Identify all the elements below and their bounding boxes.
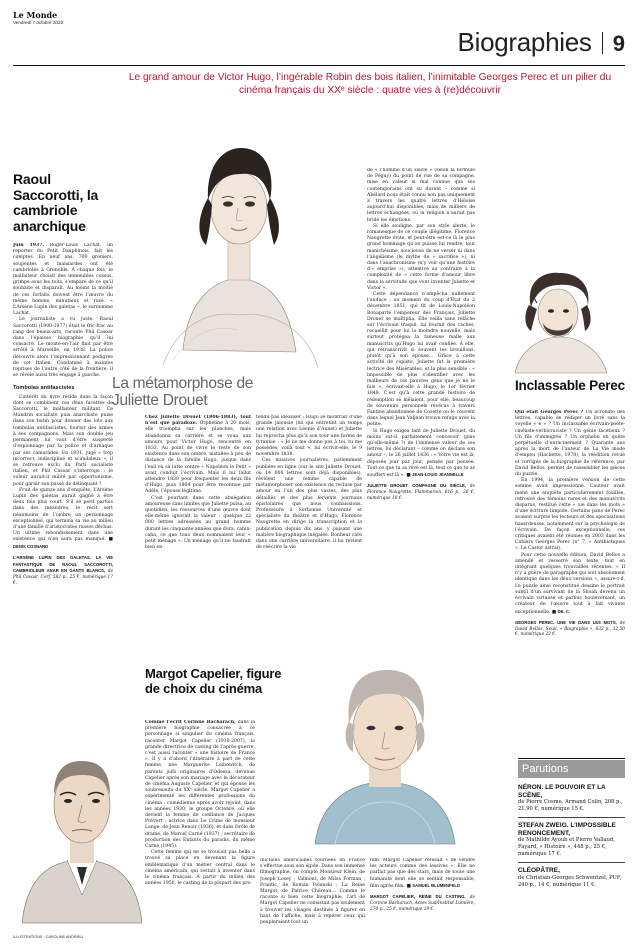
parutions-item: CLÉOPÂTRE, de Christian-Georges Schwentzel, PUF, 240 p., 14 €, numérique 11 €. <box>518 867 622 888</box>
saccorotti-headline: Raoul Saccorotti, la cambriole anarchique <box>13 171 99 234</box>
raoul-saccorotti-portrait <box>22 735 142 925</box>
section-divider <box>602 32 603 54</box>
section-title: Biographies <box>457 27 592 57</box>
capelier-body-col1: Comme l’écrit Corinne Bacharach, dans la première biographie consacrée à ce personnage si singulier du cinéma français, raconter Margot Capelier (1910-2007), la grande directrice de casting de l’après-guerre, c’est aussi raconter « une histoire de France ». Il y a d’abord l’itinéraire à part de cette femme, née Marguerite Leibowitch, de parents juifs originaires d’Odessa, devenue Capelier après son mariage avec le décorateur de cinéma Auguste Capelier, et qui épouse les soubresauts du XXᵉ siècle. Margot Capelier a expérimenté les différentes professions du cinéma : comédienne après avoir rejoint, dans les années 1930, le groupe Octobre, où elle devient la femme de confiance de Jacques Prévert ; actrice dans Le Crime de monsieur Lange, de Jean Renoir (1936), et dans Drôle de drame, de Marcel Carné (1937) ; secrétaire de production des Enfants du paradis, du même Carné (1945). Cette femme qui ne se trouvait pas belle a trouvé sa place en devenant la figure emblématique d’un métier central dans le cinéma américain, qui restait à inventer dans le cinéma français. À partir du milieu des années 1950, le casting de la plupart des pro- <box>145 720 255 887</box>
drouet-book-ref: JULIETTE DROUET. COMPAGNE DU SIÈCLE, de Florence Naugrette, Flammarion, 616 p., 26 €, numérique 18 €. <box>367 483 475 501</box>
parutions-box <box>518 760 625 940</box>
capelier-headline: Margot Capelier, figure de choix du cinéma <box>145 666 282 696</box>
page-deck: Le grand amour de Victor Hugo, l’ingérable Robin des bois italien, l’inimitable Georges Perec et un pilier du cinéma français du XXᵉ siècle : quatre vies à (re)découvrir <box>128 72 612 96</box>
saccorotti-body: Juin 1937. Roger-Louis Lachat, un reporter du Petit Dauphinois, fait les comptes. En neuf ans, 700 greniers, soupentes et mansardes ont été cambriolés à Grenoble. À chaque fois, le malfaiteur choisit des immeubles cossus, grimpe sous les toits, s’empare de ce qu’il souhaite et disparaît. Au moins la moitié de ces forfaits doivent être l’œuvre du même homme, minutieux et rusé. « L’Arsène Lupin des galetas », le surnomme Lachat. Le journaliste a vu juste. Raoul Saccorotti (1900-1977) était le fric-frac au rang des beaux-arts, raconte Phil Casoar dans l’épaisse biographie qu’il lui consacre. Le monte-en-l’air finit par être arrêté à Marseille, en 1938. La police découvre alors l’impressionnant pedigree de cet Italien. Condamné à maintes reprises de l’autre côté de la frontière, il se révèle aussi très engagé à gauche. Tombolas antifascistes L’intérêt du livre réside dans la façon dont se combinent ces deux facettes de Saccorotti, le malfaiteur militant. Ce Mandrin socialiste puis anarchiste puise dans son butin pour donner des lots aux tombolas antifascistes, fournir des armes à ses compagnons. Mais son double jeu permanent lui vaut d’être suspecté d’espionnage par la police et d’arnaque par ses camarades. En 1931, jugé « trop incorrect, indiscipliné et scandaleux », il se retrouve exclu du Parti socialiste italien, et Phil Casoar s’interroge : le voleur aurait-il milité par opportunisme, pour garnir son passé de délinquant ? Fruit de quinze ans d’enquête, L’Arsène Lupin des galetas aurait gagné à être deux fois plus court. S’il se perd parfois dans des méandres, le récit sert néanmoins de l’ombre un personnage exceptionnel, qui termina sa vie au milieu d’une famille d’aristocrates russes déchus. Un ultime rebondissement dans une existence qui n’en aura pas manqué. ■ DENIS COSNARD L’ARSÈNE LUPIN DES GALETAS. LA VIE FANTASTIQUE DE RAOUL SACCOROTTI, CAMBRIOLEUR ANAR EN GANTS BLANCS, de Phil Casoar, Cerf, 582 p., 25 €, numérique 17 €. <box>13 243 113 586</box>
perec-body: Qui était Georges Perec ? Un acrobate des lettres, capable de rédiger un livre sans la voyelle « e » ? Un inclassable écrivain-poète-cinéaste-verbicruciste ? Un génie facétieux ? Un fils d’immigrés ? Un orphelin en quête perpétuelle d’enracinement ? Quarante ans après la mort de l’auteur de La Vie mode d’emploi (Hachette, 1978), la réédition revue et corrigée de la biographie de référence, par David Bellos, permet de rassembler les pièces du puzzle. En 1994, la première version de cette somme avait impressionné. L’auteur avait mené une enquête particulièrement fouillée, retrouvé des témoins rares et des manuscrits disparus, restitué cette « vie dans les mots » d’une écriture limpide. Certains pans de Perec avaient surpris les lecteurs et des spéculations hasardeuses, notamment sur la psychologie de l’écrivain. De façon exceptionnelle, ces critiques avaient été réunies en 2003 dans les Cahiers Georges Perec (n° 7, « Antibiotiques », Le Castor astral). Pour cette nouvelle édition, David Bellos a amendé et resserré son texte, tout en intégrant quelques trouvailles récentes. « Il n’y a guère de paragraphe qui soit absolument identique dans les deux versions », assure-t-il. Le puzzle ainsi reconstitué dessine le portrait subtil d’un survivant de la Shoah devenu un écrivain virtuose et parfois bouleversant, un créateur de l’œuvre tout à fait vivante exceptionnelle. ■ DE. C. GEORGES PEREC. UNE VIE DANS LES MOTS, de David Bellos, Seuil, « Biographie », 832 p., 32,50 €, numérique 22 €. <box>515 410 625 638</box>
top-rule <box>13 65 625 66</box>
drouet-body-col2: tendu pas idéaliser : Hugo se montrait d’une grande jalousie (lui qui entretint un temps une relation avec Léonie d’Aunet) et Juliette lui reprocha plus qu’à son tour une forme de tyrannie : « Je ne me donne pas à toi, tu me possèdes, voilà tout », lui écrivit-elle, le 9 novembre 1838. Ces missives journalières, patiemment publiées en ligne (sur le site Juliette Drouet, où 14 000 lettres sont déjà disponibles), révèlent une femme capable de métamorphoser son existence de recluse par amour en l’un des plus vastes, des plus détaillés et des plus fervents journaux épistolaires que nous connaissions. Professeure à Sorbonne Université et spécialiste du théâtre et d’Hugo, Florence Naugrette en dirige la transcription et la publication depuis dix ans, y puisant une matière biographique inégalée. Bonheur rare dans une carrière universitaire, il lui revient de réécrire la vie <box>256 415 362 551</box>
illustration-credit: ILLUSTRATIONS : CAROLINE ANDRIEU <box>13 935 83 939</box>
issue-date: Vendredi 7 octobre 2022 <box>13 20 64 25</box>
perec-headline: Inclassable Perec <box>515 378 625 393</box>
parutions-item: STEFAN ZWEIG. L’IMPOSSIBLE RENONCEMENT, de Mathilde Ayoub et Pierre Vallaud, Fayard, « Histoire », 448 p., 25 €, numérique 17 €. <box>518 822 625 863</box>
drouet-body-col1: Chez Juliette Drouet (1806-1883), tout n’est que paradoxe. Orpheline à 20 mois, elle triompha sur les planches, mais abandonna sa carrière et se voua aux amours pour Victor Hugo, rencontré en 1833. Au point de vivre le reste de son existence dans son ombre, installée à peu de distance de la famille Hugo, jusque dans l’exil où sa lutte contre « Napoléon le Petit » avait conduit l’écrivain. Mais il lui fallut attendre 1839 pour fréquenter les deux fils d’Hugo, puis 1864 pour être reconnue par Adèle, l’épouse légitime. C’est pourtant dans cette abnégation amoureuse sans limites que Juliette puisa, au quotidien, les ressources d’une œuvre dont elle-même ignorait la valeur : quelque 22 000 lettres adressées au grand homme durant les cinquante années que dura, cahin-caha, ce que tous deux nommaient leur « petit ménage ». Un ménage qu’il ne faudrait bien en- <box>145 415 251 551</box>
capelier-body-col3: film. Margot Capelier refusait « de vendre les acteurs comme des lessives ». Elle ne parlait pas que des stars, mais de toute une humanité dont elle se sentait responsable, film après film. ■ SAMUEL BLUMENFELD MARGOT CAPELIER, REINE DU CASTING, de Corinne Bacharach, Actes Sud/Institut Lumière, 270 p., 25 €, numérique 19 €. <box>370 858 475 912</box>
juliette-drouet-portrait <box>148 120 328 370</box>
margot-capelier-portrait <box>305 652 465 847</box>
section-header <box>405 27 625 67</box>
capelier-book-ref: MARGOT CAPELIER, REINE DU CASTING, de Corinne Bacharach, Actes Sud/Institut Lumière, 270 p., 25 €, numérique 19 €. <box>370 894 475 912</box>
georges-perec-portrait <box>495 265 620 375</box>
saccorotti-book-ref: L’ARSÈNE LUPIN DES GALETAS. LA VIE FANTASTIQUE DE RAOUL SACCOROTTI, CAMBRIOLEUR ANAR EN GANTS BLANCS, de Phil Casoar, Cerf, 582 p., 25 €, numérique 17 €. <box>13 554 113 586</box>
capelier-body-col2: ductions américaines tournées en France s’effectue sous son égide. Dans son immense filmographie, on compte Monsieur Klein, de Joseph Losey ; Valmont, de Milos Forman ; Frantic, de Roman Polanski ; La Reine Margot, de Patrice Chéreau… Comme le raconte si bien cette biographie, l’art de Margot Capelier ne consistait pas seulement à trouver les visages destinés à figurer en haut de l’affiche, mais à repérer ceux qui peupleraient tout un <box>260 858 365 926</box>
parutions-rule <box>518 758 625 759</box>
parutions-item: NÉRON. LE POUVOIR ET LA SCÈNE, de Pierre Cosme, Armand Colin, 208 p., 21,90 €, numérique 15 €. <box>518 784 625 818</box>
masthead <box>13 10 213 36</box>
page-number: 9 <box>612 31 625 56</box>
newspaper-logo: Le Monde <box>13 10 58 20</box>
drouet-headline: La métamorphose de Juliette Drouet <box>112 375 254 409</box>
saccorotti-crosshead: Tombolas antifascistes <box>13 385 75 392</box>
drouet-body-col3: de « l’homme d’un siècle » (selon la formule de Péguy) du point de vue de sa compagne, mise en valeur si mal connue que ses contemporains ont su durant – comme si Abélard nous était connu non pas uniquement à travers les quatre lettres d’Héloïse aujourd’hui disponibles, mais de milliers de lettres échangées, où la religion n’aurait pas bridé les émotions. Si elle souligne, par son style alerte, le romanesque de ce couple illégitime, Florence Naugrette évite, et peut-être est-ce là le plus grand hommage qu’on puisse lui rendre, tout manichéisme, soucieuse de ne verser ni dans l’angélisme (le mythe du « sacrifice »), ni dans l’anachronisme (n’y voir qu’une histoire d’« emprise »), attentive au contraire à la complexité de « cette forme d’amour libre dans la servitude que vont inventer Juliette et Victor ». Cette dépendance n’empêcha nullement l’audace : au moment du coup d’État du 2 décembre 1851, qui fit de Louis-Napoléon Bonaparte l’empereur des Français, Juliette Drouet se multiplia. Elle veilla sans relâche sur l’écrivain traqué, lui fournit des caches, recueillit pour lui la moindre nouvelle, mais surtout protégea la fameuse malle aux manuscrits qu’Hugo lui avait confiée. À elle, qui retranscrivit si souvent les brouillons, plutôt qu’à son épouse… Grâce à cette activité de copiste, Juliette fut la première lectrice des Misérables, et la plus sensible : « impossible de plus s’identifier avec les malheurs de ces pauvres gens que je ne le fais », écrivait-elle à Hugo, le 1er février 1848. C’est qu’à cette grande histoire de rédemption se mêlaient, pour elle, beaucoup de souvenirs personnels revécus à travers Fantine abandonnée de Cosette ou le couvent dans lequel Jean Valjean trouve refuge avec la petite. Si Hugo exigea tant de Juliette Drouet, du moins sut-il parfaitement concevoir (plus qu’elle-même ?) de l’immense valeur de ses lettres, lui déclarant – comme on déclare son amour –, le 26 juillet 1836 : « Votre vie est là, déposée jour par jour, pensée par pensée. Tout ce que tu as rêvé est là, tout ce que tu as souffert est là ». ■ JEAN-LOUIS JEANNELLE JULIETTE DROUET. COMPAGNE DU SIÈCLE, de Florence Naugrette, Flammarion, 616 p., 26 €, numérique 18 €. <box>367 168 475 501</box>
perec-book-ref: GEORGES PEREC. UNE VIE DANS LES MOTS, de David Bellos, Seuil, « Biographie », 832 p., 32,50 €, numérique 22 €. <box>515 619 625 638</box>
parutions-title: Parutions <box>518 760 625 778</box>
